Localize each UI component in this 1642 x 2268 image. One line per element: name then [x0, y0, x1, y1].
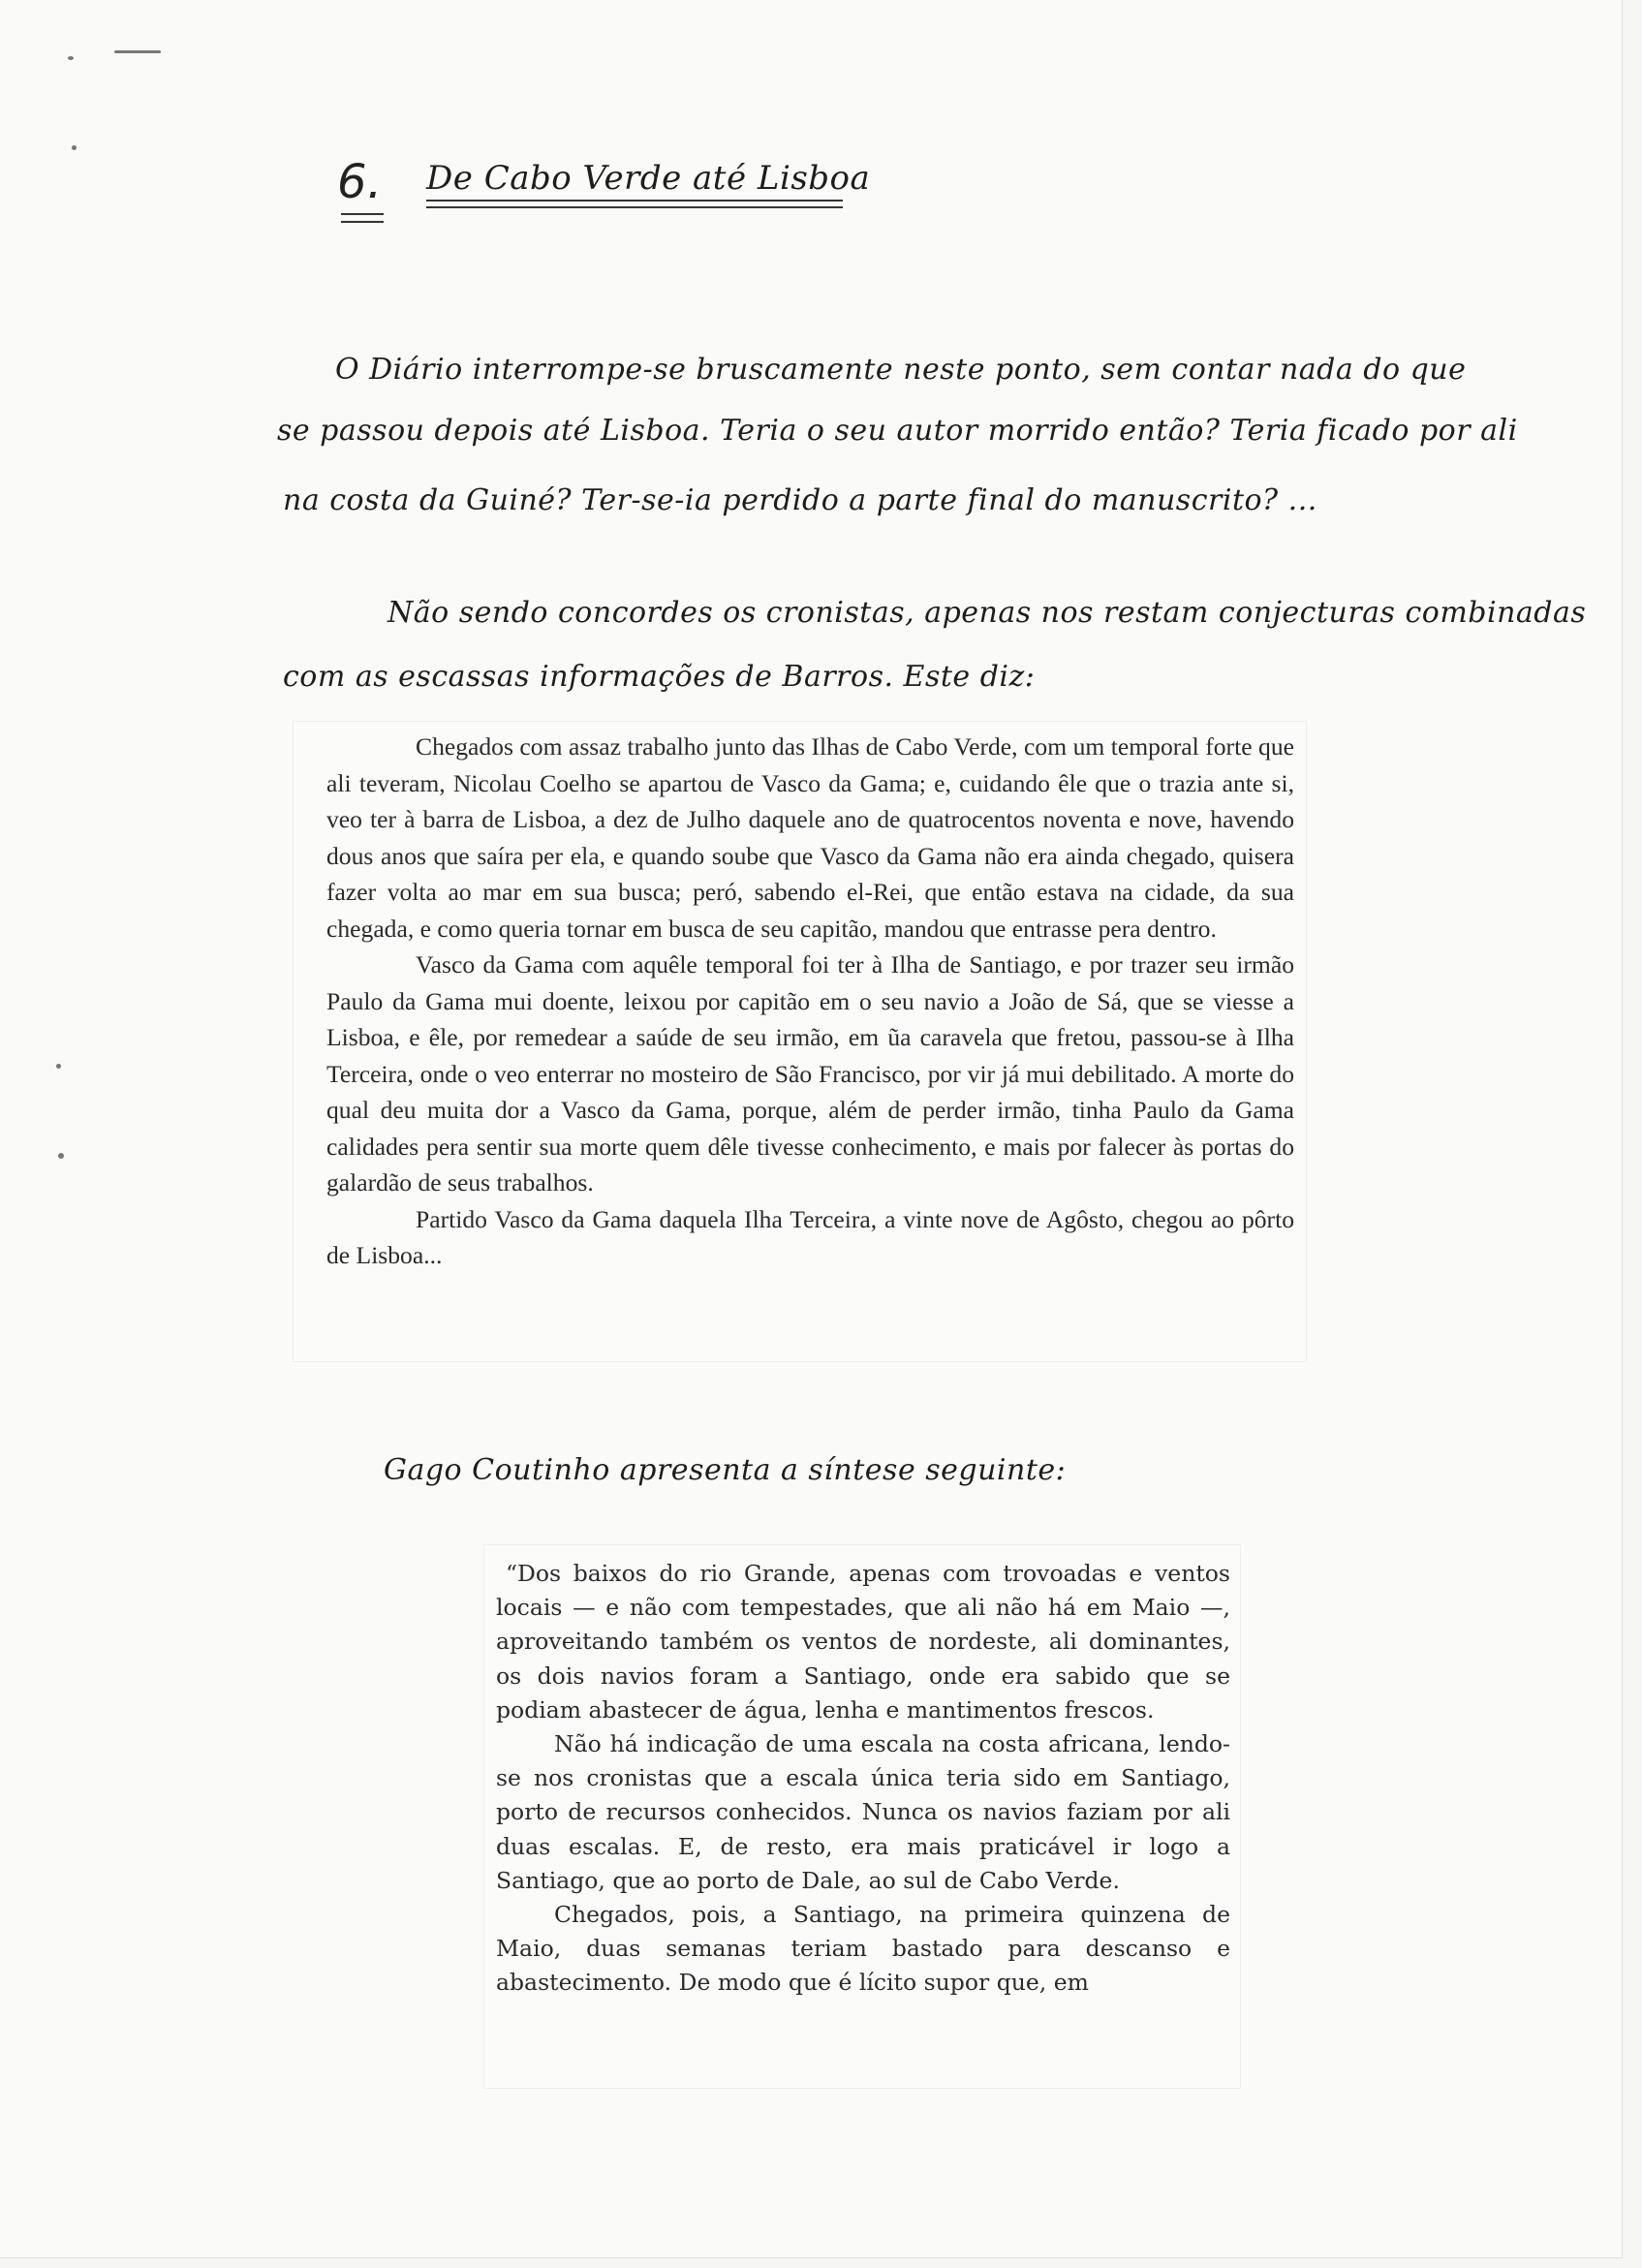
- quote-paragraph: Vasco da Gama com aquêle temporal foi ter à Ilha de Santiago, e por trazer seu irmão Paulo da Gama mui doente, leixou por capitão em o seu navio a João de Sá, que se viesse a Lisboa, e êle, por remedear a saúde de seu irmão, em ũa caravela que fretou, passou-se à Ilha Terceira, onde o veo enterrar no mosteiro de São Francisco, por vir já mui debilitado. A morte do qual deu muita dor a Vasco da Gama, porque, além de perder irmão, tinha Paulo da Gama calidades pera sentir sua morte quem dêle tivesse conhecimento, e mais por falecer às portas do galardão de seus trabalhos.: [326, 950, 1294, 1196]
- handwritten-line: com as escassas informações de Barros. Este diz:: [283, 660, 1036, 694]
- ink-mark: [114, 50, 161, 53]
- handwritten-line: Não sendo concordes os cronistas, apenas nos restam conjecturas combinadas: [387, 596, 1587, 630]
- quote-paragraph: Não há indicação de uma escala na costa africana, lendo-se nos cronistas que a escala única teria sido em Santiago, porto de recursos conhecidos. Nunca os navios faziam por ali duas escalas. E, de resto, era mais praticável ir logo a Santiago, que ao porto de Dale, ao sul de Cabo Verde.: [496, 1730, 1230, 1894]
- handwritten-line: O Diário interrompe-se bruscamente neste ponto, sem contar nada do que: [335, 353, 1467, 387]
- quote-paragraph: “Dos baixos do rio Grande, apenas com trovoadas e ventos locais — e não com tempestades, que ali não há em Maio —, aproveitando também os ventos de nordeste, ali dominantes, os dois navios foram a Santiago, onde era sabido que se podiam abastecer de água, lenha e mantimentos frescos.: [496, 1560, 1230, 1724]
- quoted-text-barros: [326, 729, 1294, 1274]
- section-number: 6.: [337, 155, 383, 209]
- quote-paragraph: Partido Vasco da Gama daquela Ilha Terceira, a vinte nove de Agôsto, chegou ao pôrto de Lisboa...: [326, 1204, 1294, 1269]
- ink-mark: [58, 1153, 64, 1159]
- quote-paragraph: Chegados, pois, a Santiago, na primeira quinzena de Maio, duas semanas teriam bastado para descanso e abastecimento. De modo que é lícito supor que, em: [496, 1901, 1230, 1997]
- section-title: De Cabo Verde até Lisboa: [426, 159, 871, 198]
- ink-mark: [68, 56, 74, 60]
- handwritten-line: Gago Coutinho apresenta a síntese seguinte:: [384, 1453, 1067, 1487]
- handwritten-line: se passou depois até Lisboa. Teria o seu autor morrido então? Teria ficado por ali: [277, 414, 1518, 448]
- section-title-underline: [426, 200, 843, 202]
- section-number-underline: [341, 221, 384, 223]
- ink-mark: [56, 1064, 61, 1069]
- handwritten-line: na costa da Guiné? Ter-se-ia perdido a parte final do manuscrito? ...: [283, 483, 1317, 517]
- section-number-underline: [341, 213, 384, 215]
- quote-paragraph: Chegados com assaz trabalho junto das Ilhas de Cabo Verde, com um temporal forte que ali teveram, Nicolau Coelho se apartou de Vasco da Gama; e, cuidando êle que o trazia ante si, veo ter à barra de Lisboa, a dez de Julho daquele ano de quatrocentos noventa e nove, havendo dous anos que saíra per ela, e quando soube que Vasco da Gama não era ainda chegado, quisera fazer volta ao mar em sua busca; peró, sabendo el-Rei, que então estava na cidade, da sua chegada, e como queria tornar em busca de seu capitão, mandou que entrasse pera dentro.: [326, 732, 1294, 943]
- section-title-underline: [426, 206, 843, 208]
- quoted-text-coutinho: [496, 1557, 1230, 2001]
- ink-mark: [72, 145, 77, 150]
